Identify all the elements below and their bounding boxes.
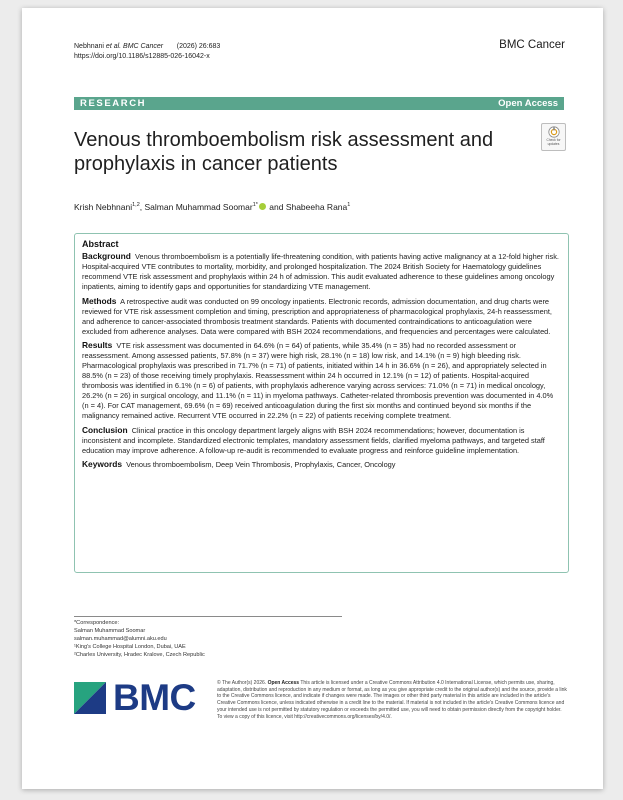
section-heading: Keywords <box>82 459 123 469</box>
author-affiliation: 1* <box>252 202 258 209</box>
journal-name: BMC Cancer <box>499 39 565 51</box>
author-separator: , <box>139 202 145 212</box>
open-access-note: Open Access <box>267 680 300 686</box>
check-updates-icon <box>548 126 560 138</box>
license-text <box>217 680 567 720</box>
section-heading: Conclusion <box>82 424 128 435</box>
abstract-heading: Abstract <box>82 239 119 249</box>
affiliation-1: ¹King's College Hospital London, Dubai, UAE <box>74 643 186 650</box>
author-separator: and <box>266 202 286 212</box>
author-affiliation: 1,2 <box>132 202 140 209</box>
check-for-updates-badge[interactable] <box>541 123 566 151</box>
section-banner <box>74 97 564 110</box>
affiliation-2: ²Charles University, Hradec Kralove, Czech Republic <box>74 651 205 658</box>
open-access-label: Open Access <box>498 98 558 109</box>
author-name[interactable]: Salman Muhammad Soomar <box>144 202 253 212</box>
section-text: VTE risk assessment was documented in 64.6% (n = 64) of patients, while 35.4% (n = 35) had no recorded assessment or reassessment. Among assessed patients, 57.8% (n = 37) were high risk, 28.1% (n = 18) low risk, and 14.1% (n = 9) high bleeding risk. Pharmacological prophylaxis was prescribed in 71.7% (n = 71) of patients, initiated within 14 h in 36.6% (n = 26), and appropriately selected in 88.5% (n = 23) of those receiving timely prophylaxis. Reassessment within 24 h occurred in 12.1% (n = 12) of patients. Hospital-acquired thrombosis was identified in 6.1% (n = 6) of patients, with prophylaxis adherence varying across services: 71.0% (n = 71) in medical oncology, 26.2% (n = 26) in surgical oncology, and 11.1% (n = 11) in myeloma pathways. Catheter-related thrombosis prevention was documented in 4.0% (n = 4). For CAT management, 69.6% (n = 69) received anticoagulation during the first six months and continued beyond six months if the malignancy remained active. Recurrent VTE occurred in 22.2% (n = 22) of patients receiving complete treatment. <box>82 341 554 420</box>
abstract-conclusion <box>82 425 561 456</box>
author-name[interactable]: Krish Nebhnani <box>74 202 133 212</box>
author-list <box>74 202 350 212</box>
correspondence-name: Salman Muhammad Soomar <box>74 627 146 634</box>
section-heading: Results <box>82 340 113 350</box>
author-name[interactable]: Shabeeha Rana <box>285 202 348 212</box>
doi-link[interactable]: https://doi.org/10.1186/s12885-026-16042-x <box>74 53 210 60</box>
license-body: This article is licensed under a Creative Commons Attribution 4.0 International License, which permits use, sharing, adaptation, distribution and reproduction in any medium or format, as long as you give appropriate credit to the original author(s) and the source, provide a link to the Creative Commons licence, and indicate if changes were made. The images or other third party material in this article are included in the article's Creative Commons licence, unless indicated otherwise in a credit line to the material. If material is not included in the article's Creative Commons licence and your intended use is not permitted by statutory regulation or exceeds the permitted use, you will need to obtain permission directly from the copyright holder. To view a copy of this licence, visit http://creativecommons.org/licenses/by/4.0/. <box>217 680 567 720</box>
citation-header <box>74 42 220 62</box>
bmc-logo <box>74 679 196 716</box>
citation-journal: et al. BMC Cancer <box>105 43 164 50</box>
abstract-methods <box>82 296 561 337</box>
section-heading: Background <box>82 251 131 261</box>
correspondence-email[interactable]: salman.muhammad@alumni.aku.edu <box>74 635 167 642</box>
footnotes <box>74 620 374 660</box>
abstract-box <box>74 233 569 573</box>
author-affiliation: 1 <box>347 202 351 209</box>
citation-volume: (2026) 26:683 <box>176 43 221 50</box>
copyright-text: © The Author(s) 2026. <box>217 680 268 686</box>
article-page <box>22 8 603 789</box>
section-label: RESEARCH <box>80 98 147 109</box>
bmc-logo-icon <box>74 682 106 714</box>
section-text: Venous thromboembolism is a potentially life-threatening condition, with patients having active malignancy at a 12-fold higher risk. Hospital-acquired VTE contributes to mortality, morbidity, and prolonged hospitalization. The 2024 British Society for Haematology guidelines recommend VTE risk assessment and prophylaxis within 24 h of admission. This audit evaluated adherence to these guidelines among oncology inpatients, aiming to identify gaps and opportunities for standardizing VTE management. <box>82 252 559 291</box>
article-title: Venous thromboembolism risk assessment and prophylaxis in cancer patients <box>74 129 494 175</box>
section-heading: Methods <box>82 295 117 306</box>
bmc-logo-text: BMC <box>113 677 196 718</box>
section-text: Venous thromboembolism, Deep Vein Thrombosis, Prophylaxis, Cancer, Oncology <box>126 460 396 469</box>
orcid-icon[interactable] <box>259 203 266 210</box>
check-updates-label: Check for updates <box>546 138 561 146</box>
abstract-results <box>82 340 561 421</box>
section-text: Clinical practice in this oncology department largely aligns with BSH 2024 recommendations; however, documentation is inconsistent and incomplete. Standardized electronic templates, mandatory assessment fields, clarified myeloma pathways, and targeted staff education may improve adherence. A follow-up re-audit is recommended to evaluate progress and reinforce guideline implementation. <box>82 425 545 455</box>
correspondence-label: *Correspondence: <box>74 620 120 626</box>
abstract-keywords <box>82 459 561 470</box>
footnote-divider <box>74 616 342 617</box>
section-text: A retrospective audit was conducted on 99 oncology inpatients. Electronic records, admission documentation, and drug charts were reviewed for VTE risk assessment completion and timing, prescription and appropriateness of pharmacological prophylaxis, 24-h reassessment, and adherence to cancer-associated thrombosis treatment standards. Patients with documented contraindications to anticoagulation were excluded from adherence analyses. Data were compared with BSH 2024 recommendations, and frequencies and percentages were calculated. <box>82 296 552 336</box>
citation-authors: Nebhnani <box>74 43 106 50</box>
abstract-background <box>82 251 561 292</box>
